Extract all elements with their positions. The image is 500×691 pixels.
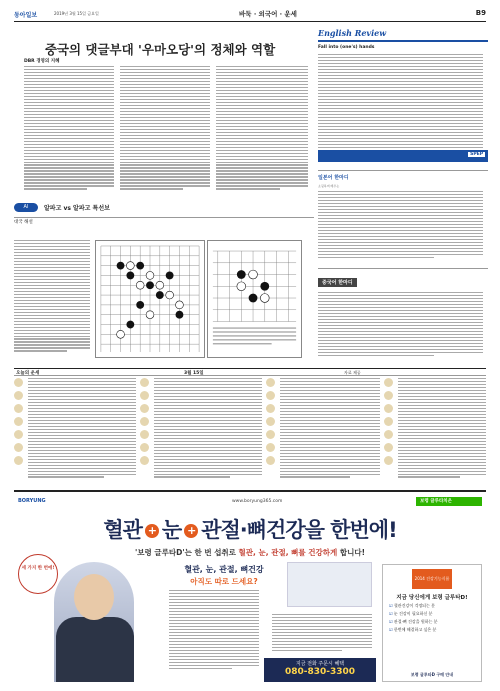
checklist-item: ☑ 관절·뼈 건강을 원하는 분 (389, 619, 475, 625)
fortune-label: 오늘의 운세 (16, 371, 40, 376)
article-column-1 (24, 66, 114, 191)
rooster-icon (384, 378, 393, 387)
dog-icon (140, 417, 149, 426)
zodiac-column-3 (266, 378, 278, 483)
snake-icon (14, 443, 23, 452)
english-promo-band (318, 150, 488, 162)
ai-tag: AI (14, 203, 38, 212)
ad-mid-title: 혈관, 눈, 관절, 뼈건강 (184, 565, 264, 574)
japanese-box (318, 170, 488, 265)
ad-bubble: 세 가지 한 번에! (18, 554, 58, 594)
boryung-advertisement (14, 490, 486, 685)
order-phone-box[interactable] (264, 658, 376, 682)
snake-icon (266, 417, 275, 426)
rabbit-icon (14, 417, 23, 426)
baduk-commentary (14, 240, 90, 353)
pig-icon (384, 404, 393, 413)
baduk-header (14, 203, 314, 215)
article-column-2 (120, 66, 210, 191)
zodiac-column-1 (14, 378, 26, 483)
product-info-text (272, 614, 372, 653)
sheep-icon (266, 443, 275, 452)
issue-date: 2019년 3월 15일 금요일 (54, 11, 99, 16)
english-review-title: English Review (318, 28, 488, 42)
spokesperson-face (74, 574, 114, 620)
rat-icon (14, 378, 23, 387)
fortune-date: 3월 15일 (184, 371, 204, 376)
chinese-text (318, 292, 483, 356)
section-title: 바둑 · 외국어 · 운세 (239, 10, 297, 18)
dog-icon (384, 391, 393, 400)
ad-checklist-box (382, 564, 482, 682)
plus-icon: + (145, 524, 159, 538)
dragon-icon (14, 430, 23, 439)
rooster-icon (140, 404, 149, 413)
article-column-3 (216, 66, 308, 191)
checklist-footer: 보령 글루타D 구매 안내 (410, 672, 454, 677)
dragon-icon (266, 404, 275, 413)
fortune-text-3 (280, 378, 380, 483)
checklist-title: 지금 당신에게 보령 글루타D! (396, 595, 468, 601)
checklist-item: ☑ 혈관건강이 걱정되는 분 (389, 603, 475, 609)
page-number: B9 (475, 9, 486, 17)
checklist-item: ☑ 눈 건강이 필요하신 분 (389, 611, 475, 617)
japanese-title: 일본어 한마디 (318, 175, 349, 181)
masthead (14, 8, 486, 22)
article-kicker: DBR 경영의 지혜 (24, 59, 60, 64)
horse-icon (266, 430, 275, 439)
tiger-icon (266, 378, 275, 387)
tiger-icon (14, 404, 23, 413)
fortune-header (14, 368, 486, 376)
fortune-text-2 (154, 378, 262, 483)
go-board-variation (207, 240, 302, 358)
rabbit-icon (266, 391, 275, 400)
japanese-text (318, 191, 483, 258)
tiger-icon (384, 443, 393, 452)
pig-icon (140, 430, 149, 439)
chinese-title: 중국어 한마디 (318, 278, 357, 287)
order-phone-number[interactable]: 080-830-3300 (284, 667, 356, 677)
award-badge: 2014 건강기능식품 (412, 569, 452, 589)
rat-icon (140, 443, 149, 452)
naver-search-box: 보령 글루타치온 (416, 497, 482, 506)
ad-brand-logo: BORYUNG (18, 498, 46, 504)
fortune-text-1 (28, 378, 136, 483)
japanese-label: 쇼핑하며 배우는 (318, 184, 340, 188)
monkey-icon (140, 391, 149, 400)
ox-icon (384, 430, 393, 439)
ad-body-text (169, 590, 259, 671)
plus-icon: + (184, 524, 198, 538)
ox-icon (140, 456, 149, 465)
product-image (287, 562, 372, 607)
ad-url: www.boryung365.com (232, 499, 283, 504)
baduk-caption: 대국 해설 (14, 220, 33, 225)
checklist-item: ☑ 한번에 해결하고 싶은 분 (389, 627, 475, 633)
ad-headline: 혈관 + 눈 + 관절·뼈건강을 한번에! (103, 518, 397, 542)
spep-logo: SPEP (470, 152, 483, 157)
spokesperson-suit (56, 617, 134, 682)
paper-name: 동아일보 (14, 12, 38, 19)
rat-icon (384, 417, 393, 426)
go-board-main (95, 240, 205, 358)
english-review-box (318, 28, 488, 170)
monkey-icon (266, 456, 275, 465)
order-phone-label: 지금 전화 주문시 혜택 (295, 661, 345, 667)
fortune-text-4 (398, 378, 486, 483)
baduk-title: 알파고 vs 알파고 특선보 (44, 205, 110, 212)
fortune-source: 자료 제공 (344, 370, 361, 375)
ad-mid-question: 아직도 따로 드세요? (190, 577, 258, 586)
sheep-icon (140, 378, 149, 387)
english-review-subtitle: Fall into (one's) hands (318, 45, 375, 50)
zodiac-column-4 (384, 378, 396, 483)
english-review-text (318, 54, 483, 154)
zodiac-column-2 (140, 378, 152, 483)
article-headline: 중국의 댓글부대 '우마오당'의 정체와 역할 (44, 42, 276, 57)
horse-icon (14, 456, 23, 465)
ox-icon (14, 391, 23, 400)
chinese-box (318, 268, 488, 358)
ad-subheadline: '보령 글루타D'는 한 번 섭취로 혈관, 눈, 관절, 뼈를 건강하게 합니다! (134, 548, 366, 557)
rabbit-icon (384, 456, 393, 465)
